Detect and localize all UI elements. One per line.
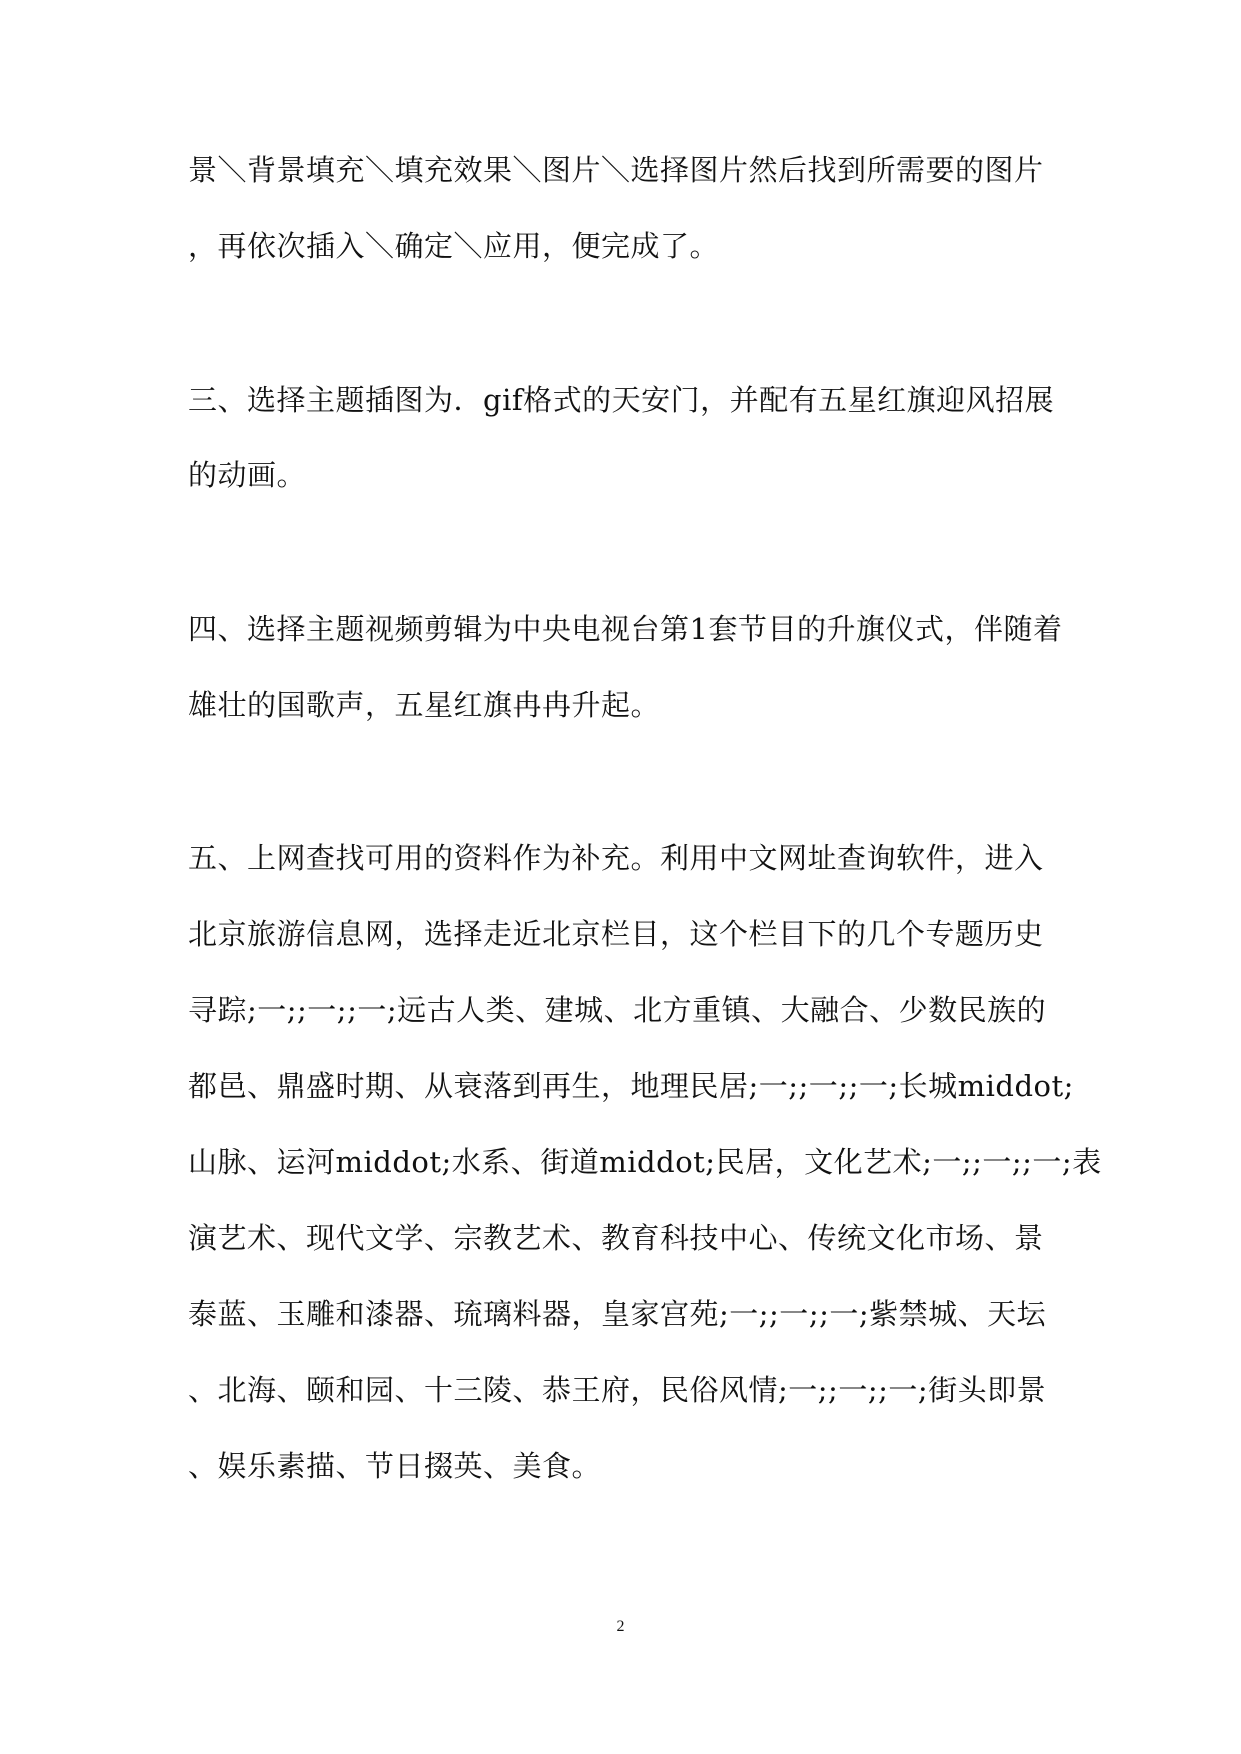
paragraph-4-line-5: 山脉、运河middot;水系、街道middot;民居，文化艺术;一;;一;;一;表	[188, 1145, 1102, 1179]
page-number: 2	[616, 1618, 625, 1635]
paragraph-2-line-1: 三、选择主题插图为．gif格式的天安门，并配有五星红旗迎风招展	[188, 383, 1055, 417]
paragraph-4-line-4: 都邑、鼎盛时期、从衰落到再生，地理民居;一;;一;;一;长城middot;	[188, 1069, 1074, 1103]
paragraph-4-line-6: 演艺术、现代文学、宗教艺术、教育科技中心、传统文化市场、景	[188, 1221, 1044, 1255]
paragraph-3-line-1: 四、选择主题视频剪辑为中央电视台第1套节目的升旗仪式，伴随着	[188, 612, 1063, 646]
paragraph-2-line-2: 的动画。	[188, 458, 307, 492]
paragraph-4-line-2: 北京旅游信息网，选择走近北京栏目，这个栏目下的几个专题历史	[188, 917, 1044, 951]
paragraph-4-line-9: 、娱乐素描、节日掇英、美食。	[188, 1449, 602, 1483]
paragraph-1-line-2: ，再依次插入＼确定＼应用，便完成了。	[188, 229, 720, 263]
paragraph-4-line-7: 泰蓝、玉雕和漆器、琉璃料器，皇家宫苑;一;;一;;一;紫禁城、天坛	[188, 1297, 1047, 1331]
paragraph-4-line-8: 、北海、颐和园、十三陵、恭王府，民俗风情;一;;一;;一;街头即景	[188, 1373, 1047, 1407]
paragraph-4-line-3: 寻踪;一;;一;;一;远古人类、建城、北方重镇、大融合、少数民族的	[188, 993, 1047, 1027]
paragraph-4-line-1: 五、上网查找可用的资料作为补充。利用中文网址查询软件，进入	[188, 841, 1044, 875]
paragraph-1-line-1: 景＼背景填充＼填充效果＼图片＼选择图片然后找到所需要的图片	[188, 153, 1044, 187]
paragraph-3-line-2: 雄壮的国歌声，五星红旗冉冉升起。	[188, 688, 661, 722]
